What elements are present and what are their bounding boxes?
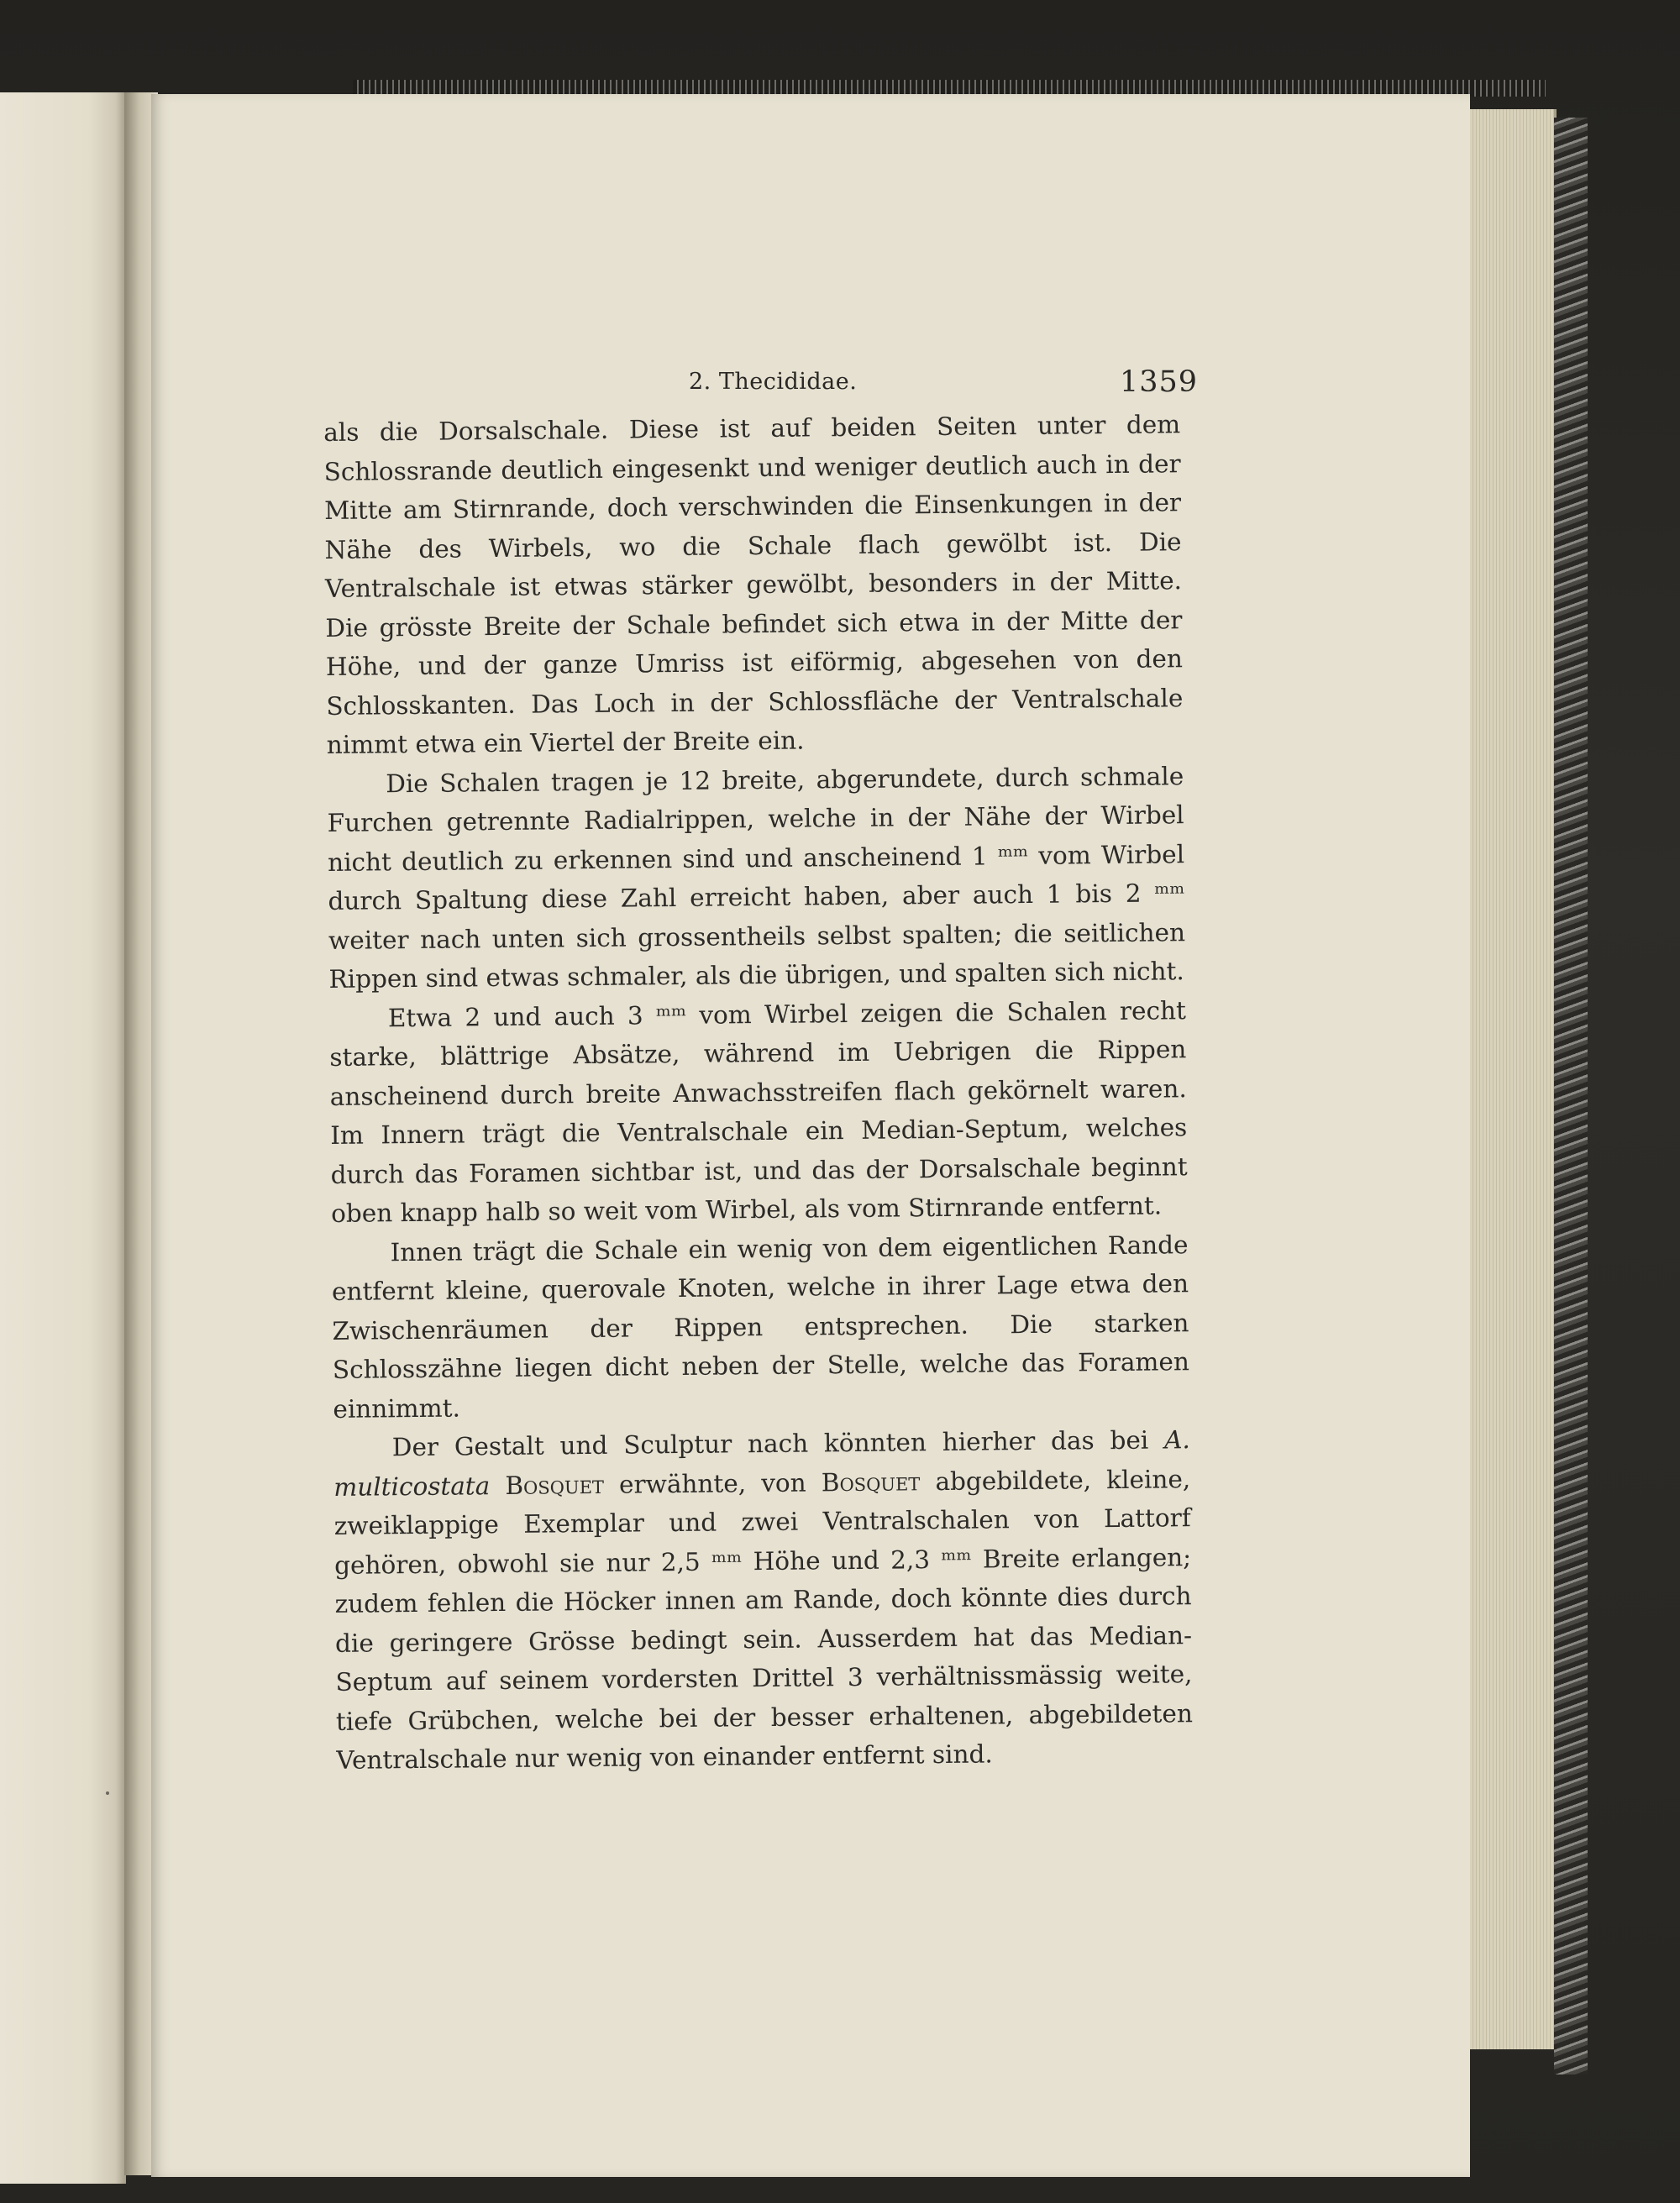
paragraph-4: Innen trägt die Schale ein wenig von dem eigentlichen Rande entfernt kleine, querovale Knoten, welche in ihrer Lage etwa den Zwischenräumen der Rippen entsprechen. Die starken Schlosszähne liegen dicht neben der Stelle, welche das Foramen einnimmt. xyxy=(331,1230,1190,1424)
running-title: 2. Thecididae. xyxy=(689,369,858,395)
species-name: A. multicostata xyxy=(333,1425,1190,1502)
marbled-cover-edge xyxy=(1554,118,1588,2074)
paragraph-1: als die Dorsalschale. Diese ist auf beiden Seiten unter dem Schlossrande deutlich eingesenkt und weniger deutlich auch in der Mitte am Stirnrande, doch verschwinden die Einsenkungen in der Nähe des Wirbels, wo die Schale flach gewölbt ist. Die Ventralschale ist etwas stärker gewölbt, besonders in der Mitte. Die grösste Breite der Schale befindet sich etwa in der Mitte der Höhe, und der ganze Umriss ist eiförmig, abgesehen von den Schlosskanten. Das Loch in der Schlossfläche der Ventralschale nimmt etwa ein Viertel der Breite ein. xyxy=(323,410,1184,759)
paragraph-5 xyxy=(333,1420,1194,1780)
author-name: Bosquet xyxy=(505,1470,605,1500)
author-name: Bosquet xyxy=(821,1466,921,1497)
body-text xyxy=(323,405,1194,1780)
paragraph-5-segment: erwähnte, von xyxy=(603,1467,822,1499)
paragraph-2: Die Schalen tragen je 12 breite, abgerundete, durch schmale Furchen getrennte Radialrippen, welche in der Nähe der Wirbel nicht deutlich zu erkennen sind und anscheinend 1 ᵐᵐ vom Wirbel durch Spaltung diese Zahl erreicht haben, aber auch 1 bis 2 ᵐᵐ weiter nach unten sich grossentheils selbst spalten; die seitlichen Rippen sind etwas schmaler, als die übrigen, und spalten sich nicht. xyxy=(327,761,1186,994)
paragraph-5-segment: abgebildete, kleine, zweiklappige Exemplar und zwei Ventralschalen von Lattorf gehören, obwohl sie nur 2,5 ᵐᵐ Höhe und 2,3 ᵐᵐ Breite erlangen; zudem fehlen die Höcker innen am Rande, doch könnte dies durch die geringere Grösse bedingt sein. Ausserdem hat das Median-Septum auf seinem vordersten Drittel 3 verhältnissmässig weite, tiefe Grübchen, welche bei der besser erhaltenen, abgebildeten Ventralschale nur wenig von einander entfernt sind. xyxy=(333,1464,1194,1775)
paper-speck xyxy=(106,1791,109,1795)
page-number: 1359 xyxy=(1120,365,1199,399)
paragraph-5-segment xyxy=(490,1471,505,1499)
paragraph-3: Etwa 2 und auch 3 ᵐᵐ vom Wirbel zeigen die Schalen recht starke, blättrige Absätze, während im Uebrigen die Rippen anscheinend durch breite Anwachsstreifen flach gekörnelt waren. Im Innern trägt die Ventralschale ein Median-Septum, welches durch das Foramen sichtbar ist, und das der Dorsalschale beginnt oben knapp halb so weit vom Wirbel, als vom Stirnrande entfernt. xyxy=(329,995,1188,1228)
running-head xyxy=(151,359,1470,409)
book-page xyxy=(151,94,1470,2177)
previous-page-edge xyxy=(0,92,126,2184)
paragraph-5-segment: Der Gestalt und Sculptur nach könnten hierher das bei xyxy=(391,1425,1165,1462)
